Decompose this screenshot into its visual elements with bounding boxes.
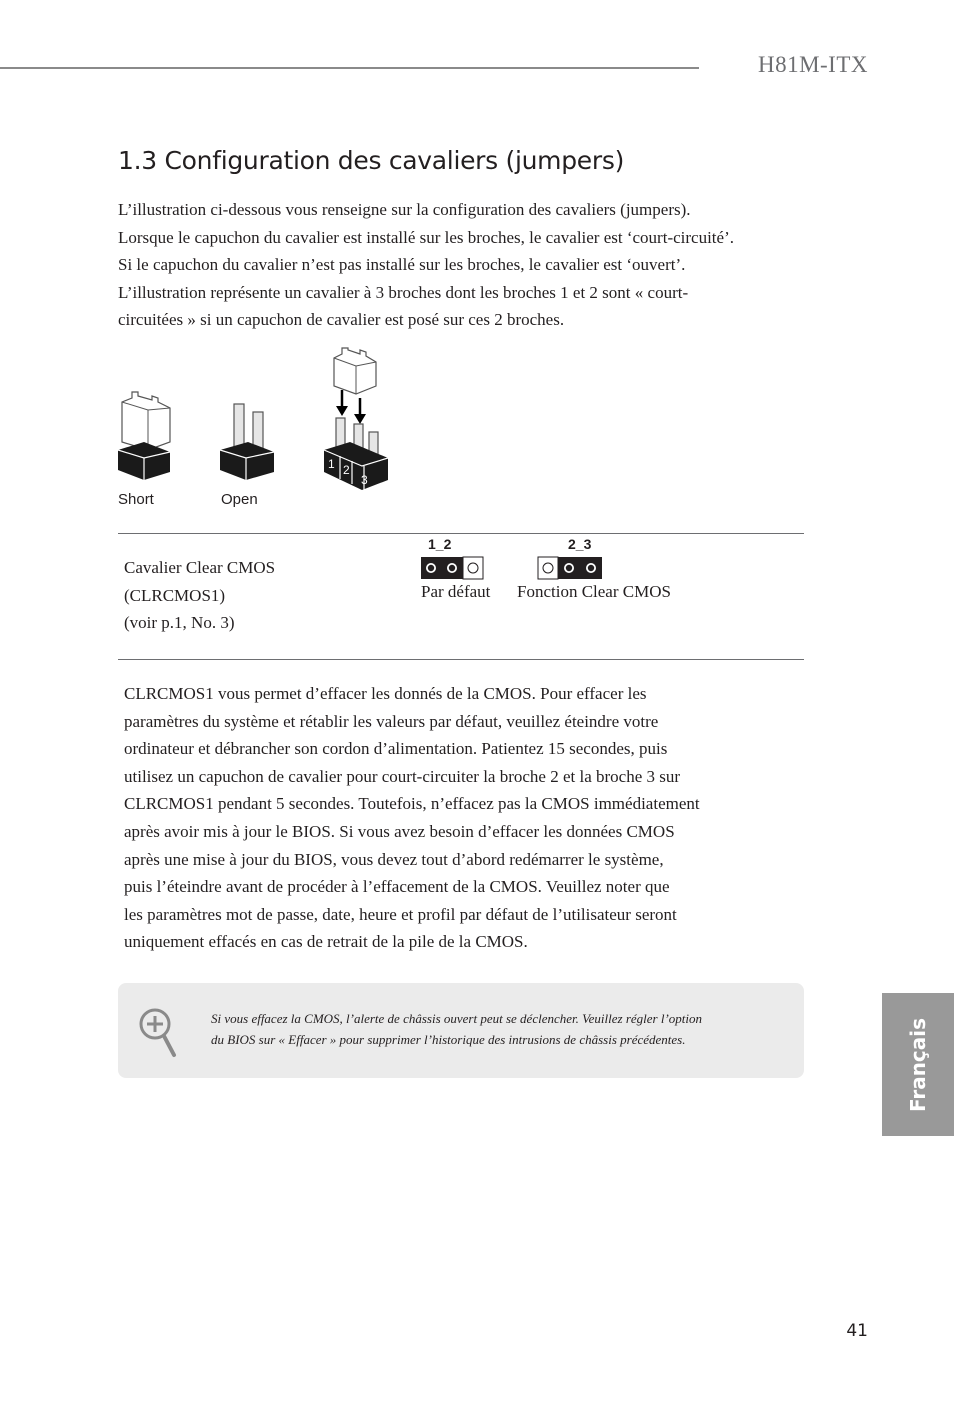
model-name: H81M-ITX <box>757 52 868 77</box>
default-pins-label: 1_2 <box>428 536 452 552</box>
intro-line: L’illustration ci-dessous vous renseigne sur la configuration des cavaliers (jumpers). <box>118 200 691 219</box>
cmos-description <box>124 680 764 956</box>
note-box <box>118 983 804 1078</box>
cmos-name-line: (CLRCMOS1) <box>124 585 226 605</box>
description-line: après une mise à jour du BIOS, vous devez tout d’abord redémarrer le système, <box>124 849 664 869</box>
description-line: ordinateur et débrancher son cordon d’alimentation. Patientez 15 secondes, puis <box>124 739 668 759</box>
language-tab <box>882 993 954 1136</box>
cmos-name-line: Cavalier Clear CMOS <box>124 558 276 577</box>
clear-cmos-label: Fonction Clear CMOS <box>517 582 671 601</box>
note-line: du BIOS sur « Effacer » pour supprimer l’historique des intrusions de châssis précédentes. <box>211 1032 686 1047</box>
short-label: Short <box>118 491 154 508</box>
description-line: après avoir mis à jour le BIOS. Si vous avez besoin d’effacer les données CMOS <box>124 821 675 841</box>
page-number: 41 <box>846 1321 868 1341</box>
note-text <box>211 1008 771 1050</box>
pin-number-3: 3 <box>361 473 368 487</box>
language-tab-label: Français <box>906 1017 930 1112</box>
clear-cmos-pins-diagram <box>537 556 603 580</box>
table-top-rule <box>118 533 804 534</box>
section-title: 1.3 Configuration des cavaliers (jumpers) <box>118 146 625 175</box>
note-line: Si vous effacez la CMOS, l’alerte de châssis ouvert peut se déclencher. Veuillez régler l’option <box>211 1011 702 1026</box>
pin-number-2: 2 <box>343 463 350 477</box>
description-line: CLRCMOS1 vous permet d’effacer les donnés de la CMOS. Pour effacer les <box>124 684 647 703</box>
intro-paragraph <box>118 196 778 334</box>
description-line: les paramètres mot de passe, date, heure et profil par défaut de l’utilisateur seront <box>124 904 677 924</box>
table-bottom-rule <box>118 659 804 660</box>
intro-line: Lorsque le capuchon du cavalier est installé sur les broches, le cavalier est ‘court-circuité’. <box>118 227 734 247</box>
intro-line: circuitées » si un capuchon de cavalier est posé sur ces 2 broches. <box>118 310 565 330</box>
intro-line: Si le capuchon du cavalier n’est pas installé sur les broches, le cavalier est ‘ouvert’. <box>118 255 686 275</box>
magnifier-plus-icon <box>138 1007 178 1059</box>
open-jumper-illustration <box>220 404 274 480</box>
jumper-illustration <box>114 346 404 516</box>
default-pins-diagram <box>420 556 484 580</box>
header-rule <box>0 67 699 69</box>
description-line: utilisez un capuchon de cavalier pour court-circuiter la broche 2 et la broche 3 sur <box>124 766 681 786</box>
open-label: Open <box>221 491 258 508</box>
description-line: uniquement effacés en cas de retrait de la pile de la CMOS. <box>124 932 528 952</box>
description-line: puis l’éteindre avant de procéder à l’effacement de la CMOS. Veuillez noter que <box>124 877 670 897</box>
pin-number-1: 1 <box>328 457 335 471</box>
clear-pins-label: 2_3 <box>568 536 592 552</box>
default-label: Par défaut <box>421 582 491 601</box>
description-line: paramètres du système et rétablir les valeurs par défaut, veuillez éteindre votre <box>124 711 659 731</box>
cmos-name-line: (voir p.1, No. 3) <box>124 613 235 633</box>
short-jumper-illustration <box>118 392 170 480</box>
cmos-jumper-name <box>124 554 275 637</box>
intro-line: L’illustration représente un cavalier à 3 broches dont les broches 1 et 2 sont « court- <box>118 282 689 302</box>
description-line: CLRCMOS1 pendant 5 secondes. Toutefois, n’effacez pas la CMOS immédiatement <box>124 794 700 814</box>
